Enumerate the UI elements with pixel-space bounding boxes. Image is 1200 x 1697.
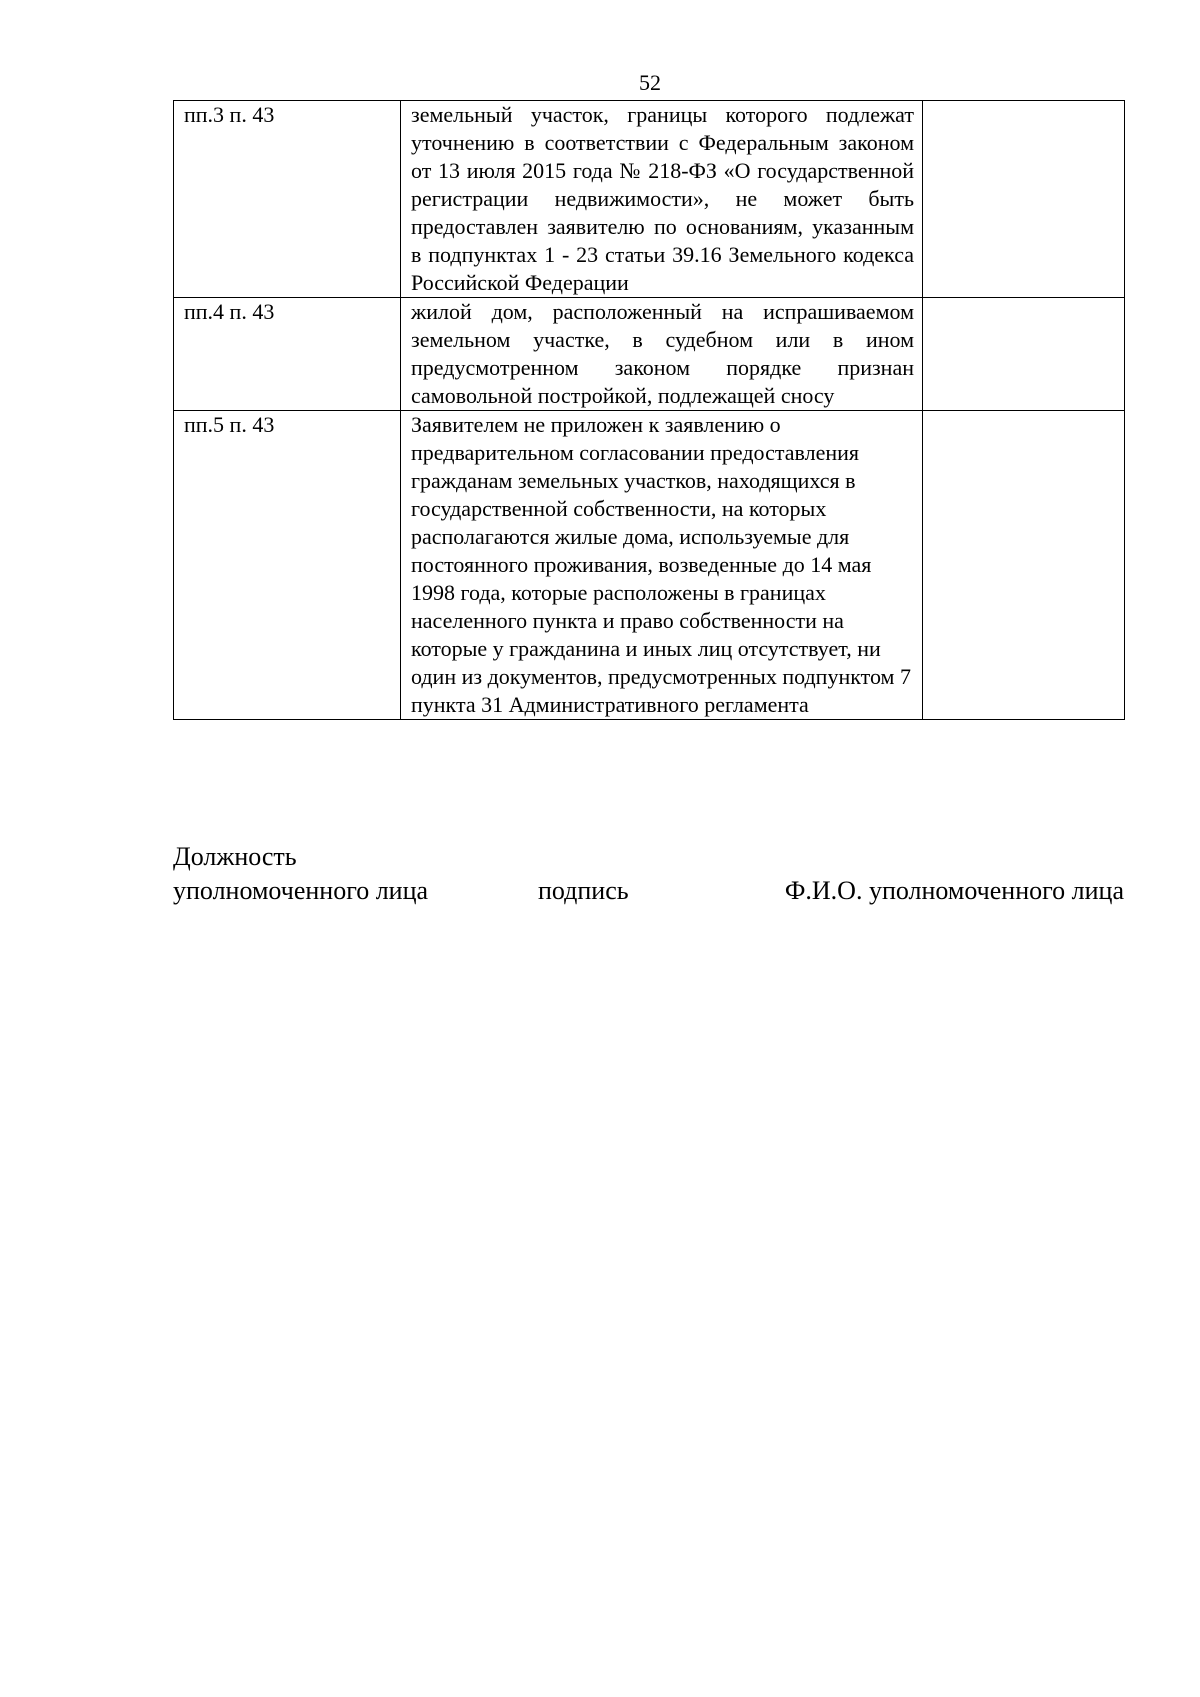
- row-ref-cell: пп.3 п. 43: [174, 101, 401, 298]
- row-text-cell: земельный участок, границы которого подлежат уточнению в соответствии с Федеральным законом от 13 июля 2015 года № 218-ФЗ «О государственной регистрации недвижимости», не может быть предоставлен заявителю по основаниям, указанным в подпунктах 1 - 23 статьи 39.16 Земельного кодекса Российской Федерации: [401, 101, 923, 298]
- row-note-cell: [923, 411, 1125, 720]
- position-label-line1: Должность: [173, 842, 297, 871]
- grounds-table: [173, 100, 1125, 720]
- full-name-label: Ф.И.О. уполномоченного лица: [784, 876, 1124, 905]
- row-ref-cell: пп.5 п. 43: [174, 411, 401, 720]
- position-label-line2: уполномоченного лица: [173, 876, 429, 905]
- table-row: [174, 411, 1125, 720]
- row-text-cell: Заявителем не приложен к заявлению о предварительном согласовании предоставления гражданам земельных участков, находящихся в государственной собственности, на которых располагаются жилые дома, используемые для постоянного проживания, возведенные до 14 мая 1998 года, которые расположены в границах населенного пункта и право собственности на которые у гражданина и иных лиц отсутствует, ни один из документов, предусмотренных подпунктом 7 пункта 31 Административного регламента: [401, 411, 923, 720]
- row-note-cell: [923, 298, 1125, 411]
- signature-label: подпись: [538, 876, 629, 905]
- row-text-cell: жилой дом, расположенный на испрашиваемом земельном участке, в судебном или в ином предусмотренном законом порядке признан самовольной постройкой, подлежащей сносу: [401, 298, 923, 411]
- page-number: 52: [639, 70, 661, 95]
- row-ref-cell: пп.4 п. 43: [174, 298, 401, 411]
- signature-block: [173, 840, 1124, 908]
- table-row: [174, 101, 1125, 298]
- table-row: [174, 298, 1125, 411]
- row-note-cell: [923, 101, 1125, 298]
